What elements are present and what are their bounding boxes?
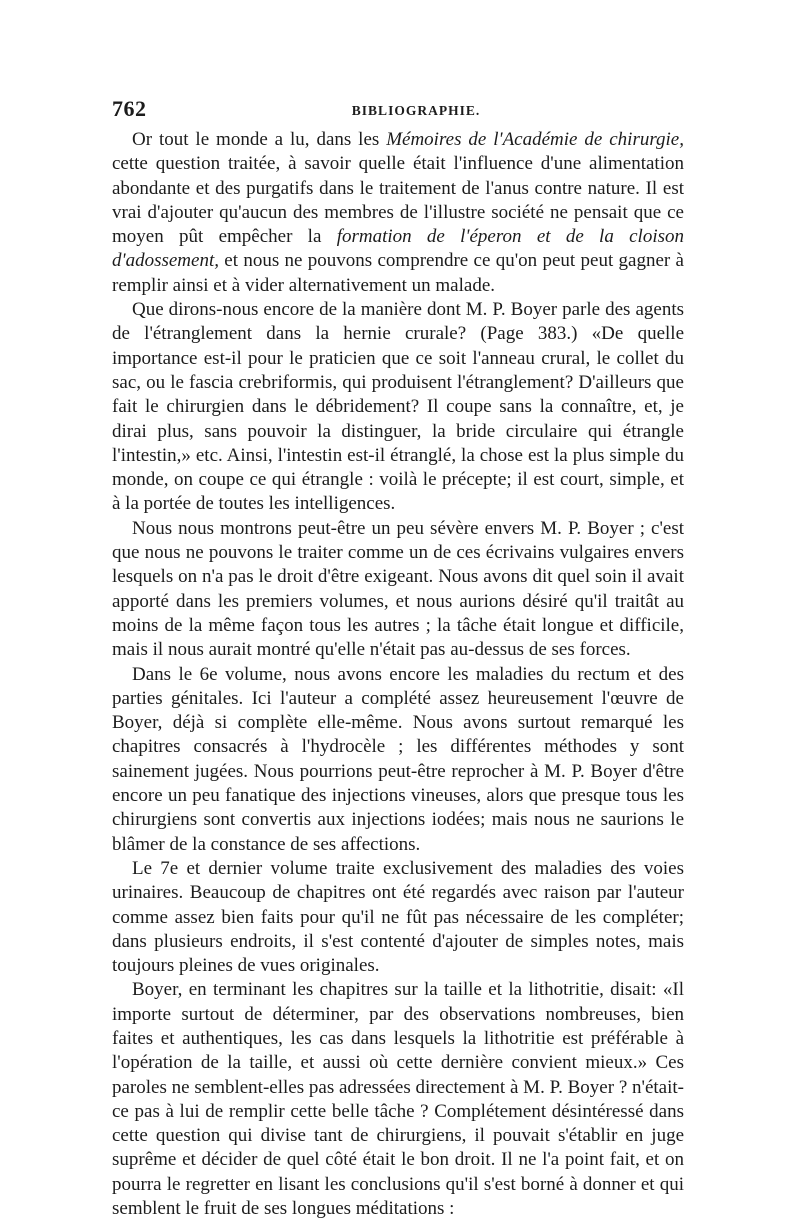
running-header (112, 96, 684, 126)
paragraph-1-text-a: Or tout le monde a lu, dans les (132, 129, 387, 150)
paragraph-4: Dans le 6e volume, nous avons encore les maladies du rectum et des parties génitales. Ici l'auteur a complété assez heureusement l'œuvre de Boyer, déjà si complète elle-même. Nous avons surtout remarqué les chapitres consacrés à l'hydrocèle ; les différentes méthodes y sont sainement jugées. Nous pourrions peut-être reprocher à M. P. Boyer d'être encore un peu fanatique des injections vineuses, alors que presque tous les chirurgiens sont convertis aux injections iodées; mais nous ne saurions le blâmer de la constance de ses affections. (112, 663, 684, 855)
paragraph-1-text-e: et nous ne pouvons comprendre ce qu'on peut peut gagner à remplir ainsi et à vider alternativement un malade. (112, 250, 684, 296)
running-title: BIBLIOGRAPHIE. (351, 103, 481, 118)
paragraph-1-italic-memoires: Mémoires de l'Académie de chirurgie, (386, 129, 684, 150)
paragraph-3: Nous nous montrons peut-être un peu sévère envers M. P. Boyer ; c'est que nous ne pouvons le traiter comme un de ces écrivains vulgaires envers lesquels on n'a pas le droit d'être exigeant. Nous avons dit quel soin il avait apporté dans les premiers volumes, et nous aurions désiré qu'il traitât au moins de la même façon tous les autres ; la tâche était longue et difficile, mais il nous aurait montré qu'elle n'était pas au-dessus de ses forces. (112, 517, 684, 661)
paragraph-1 (112, 128, 684, 298)
paragraph-2: Que dirons-nous encore de la manière dont M. P. Boyer parle des agents de l'étranglement dans la hernie crurale? (Page 383.) «De quelle importance est-il pour le praticien que ce soit l'anneau crural, le collet du sac, ou le fascia crebriformis, qui produisent l'étranglement? D'ailleurs que fait le chirurgien dans le débridement? Il coupe sans la connaître, et, je dirai plus, sans pouvoir la distinguer, la bride circulaire qui étrangle l'intestin,» etc. Ainsi, l'intestin est-il étranglé, la chose est la plus simple du monde, on coupe ce qui étrangle : voilà le précepte; il est court, simple, et à la portée de toutes les intelligences. (112, 299, 684, 515)
book-page (112, 96, 684, 1221)
page-number: 762 (112, 96, 147, 121)
paragraph-1-italic-formation: formation de l'éperon et de la cloison d'adossement, (112, 226, 684, 272)
paragraph-6: Boyer, en terminant les chapitres sur la taille et la lithotritie, disait: «Il importe surtout de déterminer, par des observations nombreuses, bien faites et authentiques, les cas dans lesquels la lithotritie est préférable à l'opération de la taille, et aussi où cette dernière convient mieux.» Ces paroles ne semblent-elles pas adressées directement à M. P. Boyer ? n'était-ce pas à lui de remplir cette belle tâche ? Complétement désintéressé dans cette question qui divise tant de chirurgiens, il pouvait s'établir en juge suprême et décider de quel côté était le bon droit. Il ne l'a point fait, et on pourra le regretter en lisant les conclusions qu'il s'est borné à donner et qui semblent le fruit de ses longues méditations : (112, 979, 684, 1220)
paragraph-5: Le 7e et dernier volume traite exclusivement des maladies des voies urinaires. Beaucoup de chapitres ont été regardés avec raison par l'auteur comme assez bien faits pour qu'il ne fût pas nécessaire de les compléter; dans plusieurs endroits, il s'est contenté d'ajouter de simples notes, mais toujours pleines de vues originales. (112, 857, 684, 977)
paragraph-1-text-c: cette question traitée, à savoir quelle était l'influence d'une alimentation abondante et des purgatifs dans le traitement de l'anus contre nature. Il est vrai d'ajouter qu'aucun des membres de l'illustre société ne pensait que ce moyen pût empêcher la (112, 153, 684, 248)
